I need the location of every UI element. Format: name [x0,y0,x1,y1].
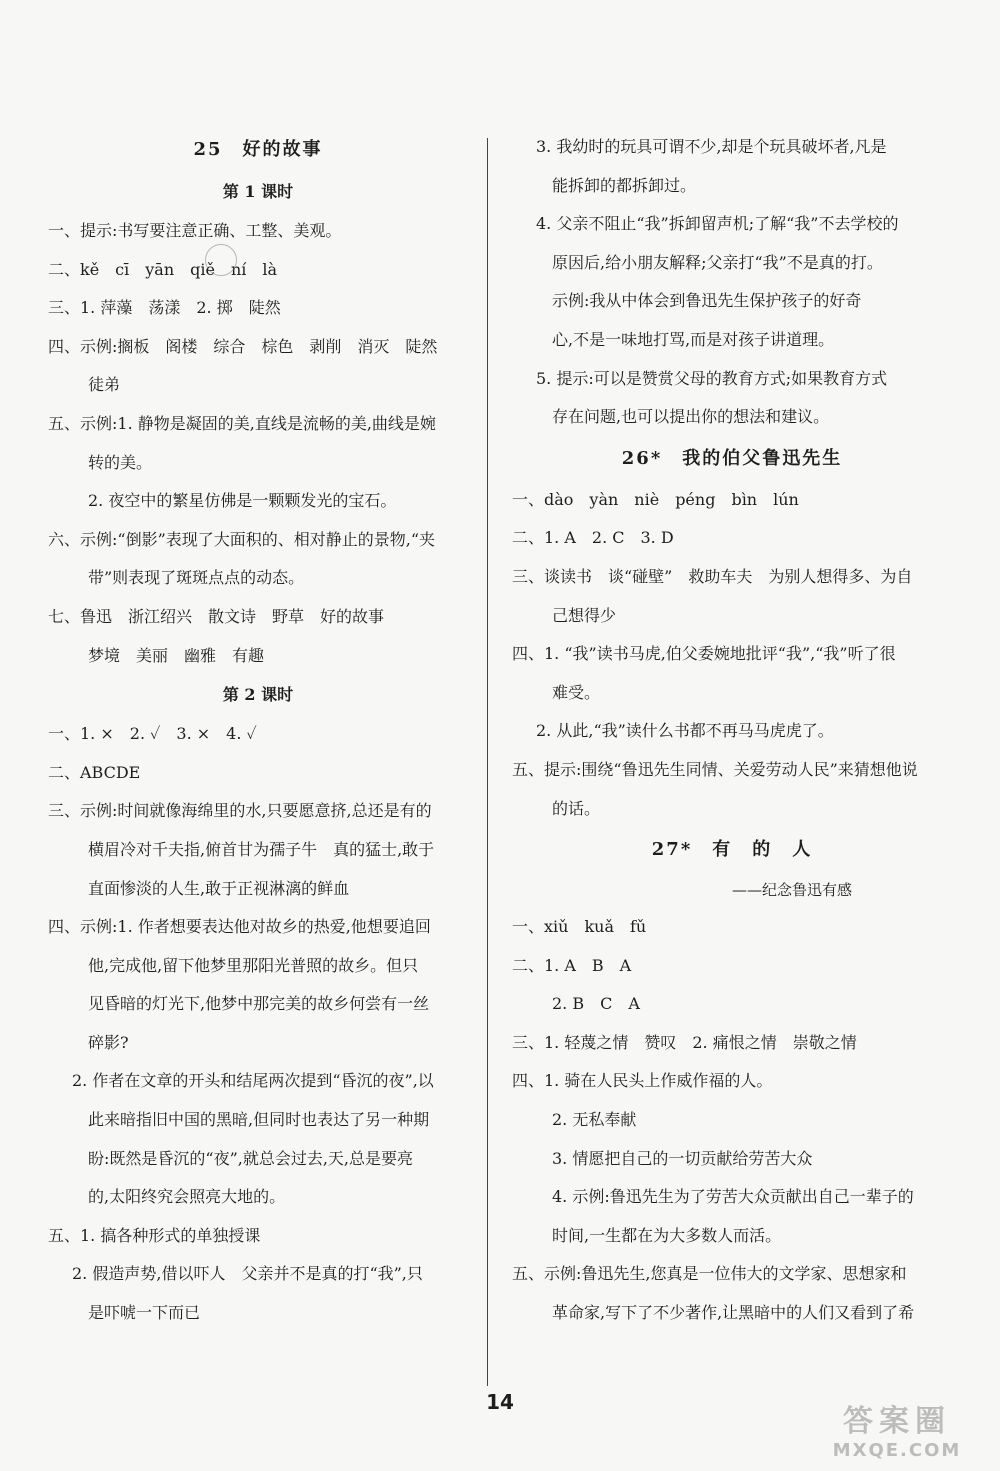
left-column [48,128,468,1333]
text-line: 4. 父亲不阻止“我”拆卸留声机;了解“我”不去学校的 [536,214,899,234]
text-line: 2. 从此,“我”读什么书都不再马马虎虎了。 [536,721,834,741]
text-line: 四、1. “我”读书马虎,伯父委婉地批评“我”,“我”听了很 [512,644,896,664]
stamp-mark [205,244,237,276]
watermark-text: 答案圈 [843,1404,951,1439]
text-line: 此来暗指旧中国的黑暗,但同时也表达了另一种期 [88,1110,430,1130]
text-line: 直面惨淡的人生,敢于正视淋漓的鲜血 [88,878,350,898]
text-line: 三、谈读书 谈“碰壁” 救助车夫 为别人想得多、为自 [512,566,913,586]
text-line: 的,太阳终究会照亮大地的。 [88,1187,286,1207]
text-line: 一、dào yàn niè péng bìn lún [512,489,799,509]
text-line: 3. 我幼时的玩具可谓不少,却是个玩具破坏者,凡是 [536,137,887,156]
text-line: 徒弟 [88,375,121,395]
text-line: 5. 提示:可以是赞赏父母的教育方式;如果教育方式 [536,368,888,388]
watermark-url: MXQE.COM [832,1440,962,1461]
text-line: 四、示例:搁板 阁楼 综合 棕色 剥削 消灭 陡然 [48,336,438,356]
watermark-logo [812,1396,982,1466]
text-line: 能拆卸的都拆卸过。 [552,175,697,195]
text-line: 示例:我从中体会到鲁迅先生保护孩子的好奇 [552,291,862,311]
text-line: 一、提示:书写要注意正确、工整、美观。 [48,221,342,240]
lesson-25-title: 25 好的故事 [193,139,323,160]
text-line: 五、1. 搞各种形式的单独授课 [48,1225,261,1245]
column-divider [487,138,488,1386]
text-line: 革命家,写下了不少著作,让黑暗中的人们又看到了希 [552,1303,915,1323]
text-line: 五、示例:鲁迅先生,您真是一位伟大的文学家、思想家和 [512,1264,907,1284]
text-line: 七、鲁迅 浙江绍兴 散文诗 野草 好的故事 [48,606,385,626]
text-line: 三、1. 轻蔑之情 赞叹 2. 痛恨之情 崇敬之情 [512,1032,857,1052]
lesson-2-heading: 第 2 课时 [222,685,294,705]
text-line: 三、1. 萍藻 荡漾 2. 掷 陡然 [48,298,281,318]
text-line: 三、示例:时间就像海绵里的水,只要愿意挤,总还是有的 [48,801,432,821]
text-line: 二、ABCDE [48,762,141,782]
lesson-27-subtitle: ——纪念鲁迅有感 [731,881,852,900]
right-column [512,128,952,1333]
text-line: 2. 作者在文章的开头和结尾两次提到“昏沉的夜”,以 [72,1071,434,1091]
lesson-27-title: 27* 有 的 人 [651,839,813,861]
text-line: 时间,一生都在为大多数人而活。 [552,1225,782,1245]
text-line: 4. 示例:鲁迅先生为了劳苦大众贡献出自己一辈子的 [552,1187,914,1207]
text-line: 四、示例:1. 作者想要表达他对故乡的热爱,他想要追回 [48,917,431,937]
text-line: 2. 假造声势,借以吓人 父亲并不是真的打“我”,只 [72,1264,423,1284]
text-line: 二、1. A B A [512,955,632,975]
text-line: 二、1. A 2. C 3. D [512,528,674,548]
text-line: 的话。 [552,798,601,818]
text-line: 2. B C A [552,994,640,1014]
text-line: 己想得少 [552,605,617,625]
text-line: 存在问题,也可以提出你的想法和建议。 [552,407,830,427]
text-line: 横眉冷对千夫指,俯首甘为孺子牛 真的猛士,敢于 [88,839,435,859]
text-line: 心,不是一味地打骂,而是对孩子讲道理。 [552,329,835,349]
text-line: 四、1. 骑在人民头上作威作福的人。 [512,1071,773,1091]
text-line: 原因后,给小朋友解释;父亲打“我”不是真的打。 [552,252,883,272]
text-line: 带”则表现了斑斑点点的动态。 [88,568,305,588]
text-line: 2. 无私奉献 [552,1110,637,1130]
text-line: 碎影? [88,1032,129,1052]
text-line: 他,完成他,留下他梦里那阳光普照的故乡。但只 [88,955,419,975]
text-line: 是吓唬一下而已 [88,1303,201,1323]
text-line: 梦境 美丽 幽雅 有趣 [88,645,265,665]
text-line: 转的美。 [88,452,153,472]
text-line: 五、提示:围绕“鲁迅先生同情、关爱劳动人民”来猜想他说 [512,759,918,779]
text-line: 二、kě cī yān qiě ní là [48,259,278,279]
page-number: 14 [486,1390,514,1414]
text-line: 见昏暗的灯光下,他梦中那完美的故乡何尝有一丝 [88,994,430,1014]
text-line: 六、示例:“倒影”表现了大面积的、相对静止的景物,“夹 [48,529,436,549]
text-line: 五、示例:1. 静物是凝固的美,直线是流畅的美,曲线是婉 [48,413,436,433]
lesson-1-heading: 第 1 课时 [222,182,294,201]
text-line: 一、1. × 2. ✓ 3. × 4. ✓ [48,724,257,744]
text-line: 一、xiǔ kuǎ fǔ [512,917,647,937]
text-line: 盼:既然是昏沉的“夜”,就总会过去,天,总是要亮 [88,1148,414,1168]
text-line: 2. 夜空中的繁星仿佛是一颗颗发光的宝石。 [88,491,397,511]
lesson-26-title: 26* 我的伯父鲁迅先生 [621,447,843,469]
text-line: 难受。 [552,682,601,702]
text-line: 3. 情愿把自己的一切贡献给劳苦大众 [552,1148,813,1168]
